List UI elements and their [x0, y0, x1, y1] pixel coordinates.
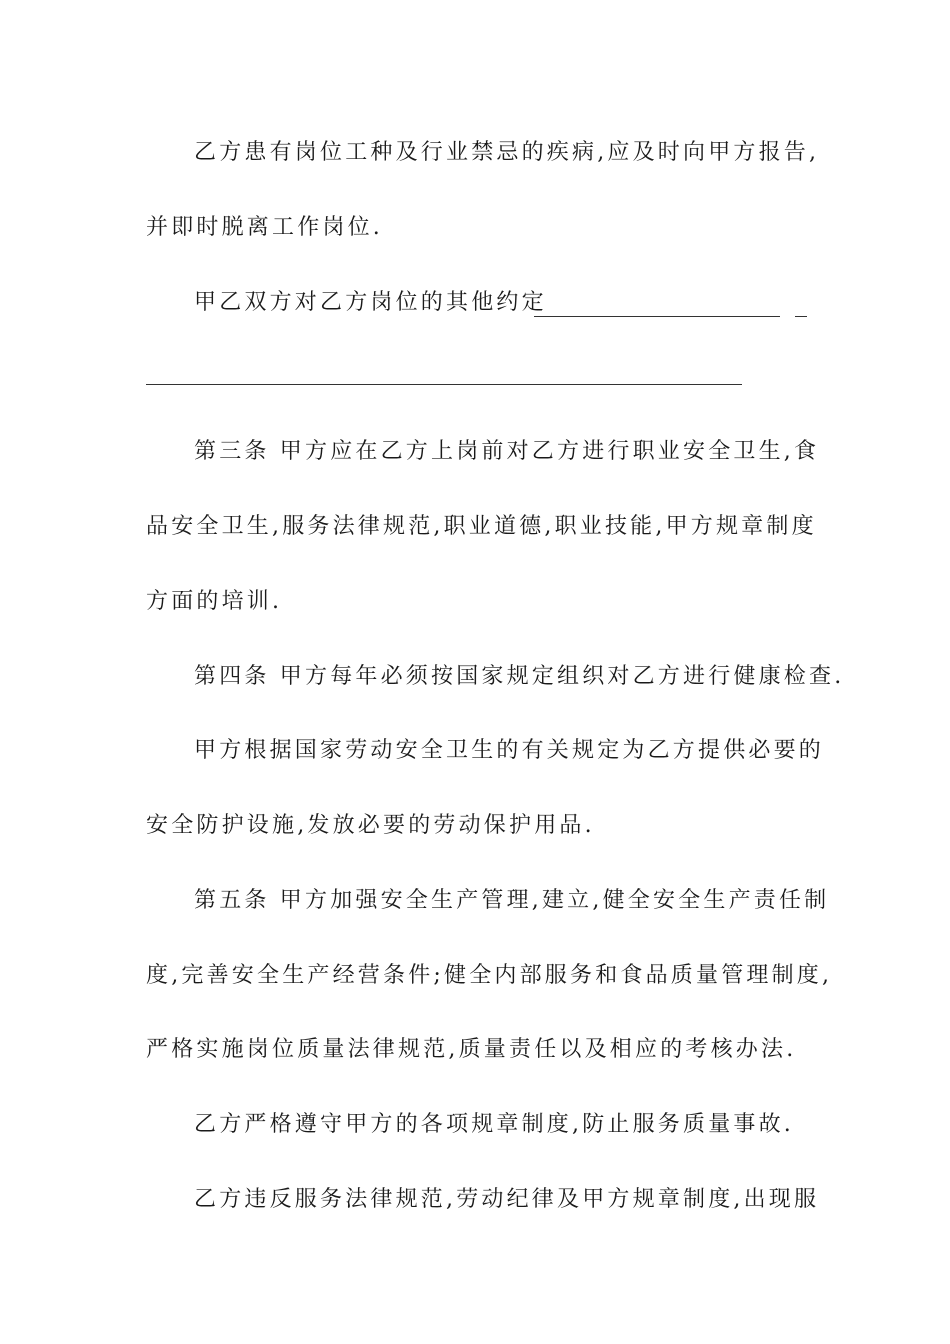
blank-fill-line [534, 316, 780, 317]
paragraph-line: 乙方违反服务法律规范,劳动纪律及甲方规章制度,出现服 [194, 1187, 820, 1212]
paragraph-line: 甲乙双方对乙方岗位的其他约定 [194, 290, 547, 315]
paragraph-line: 乙方严格遵守甲方的各项规章制度,防止服务质量事故. [194, 1112, 794, 1137]
paragraph-line: 并即时脱离工作岗位. [146, 215, 383, 240]
paragraph-line: 第四条 甲方每年必须按国家规定组织对乙方进行健康检查. [194, 664, 845, 689]
paragraph-line: 品安全卫生,服务法律规范,职业道德,职业技能,甲方规章制度 [146, 514, 817, 539]
paragraph-line: 方面的培训. [146, 589, 283, 614]
blank-fill-line [146, 384, 742, 385]
blank-fill-line [795, 316, 807, 317]
paragraph-line: 严格实施岗位质量法律规范,质量责任以及相应的考核办法. [146, 1037, 797, 1062]
paragraph-line: 度,完善安全生产经营条件;健全内部服务和食品质量管理制度, [146, 963, 833, 988]
paragraph-line: 乙方患有岗位工种及行业禁忌的疾病,应及时向甲方报告, [194, 140, 820, 165]
paragraph-line: 安全防护设施,发放必要的劳动保护用品. [146, 813, 595, 838]
paragraph-line: 第三条 甲方应在乙方上岗前对乙方进行职业安全卫生,食 [194, 439, 820, 464]
paragraph-line: 第五条 甲方加强安全生产管理,建立,健全安全生产责任制 [194, 888, 830, 913]
paragraph-line: 甲方根据国家劳动安全卫生的有关规定为乙方提供必要的 [194, 738, 825, 763]
